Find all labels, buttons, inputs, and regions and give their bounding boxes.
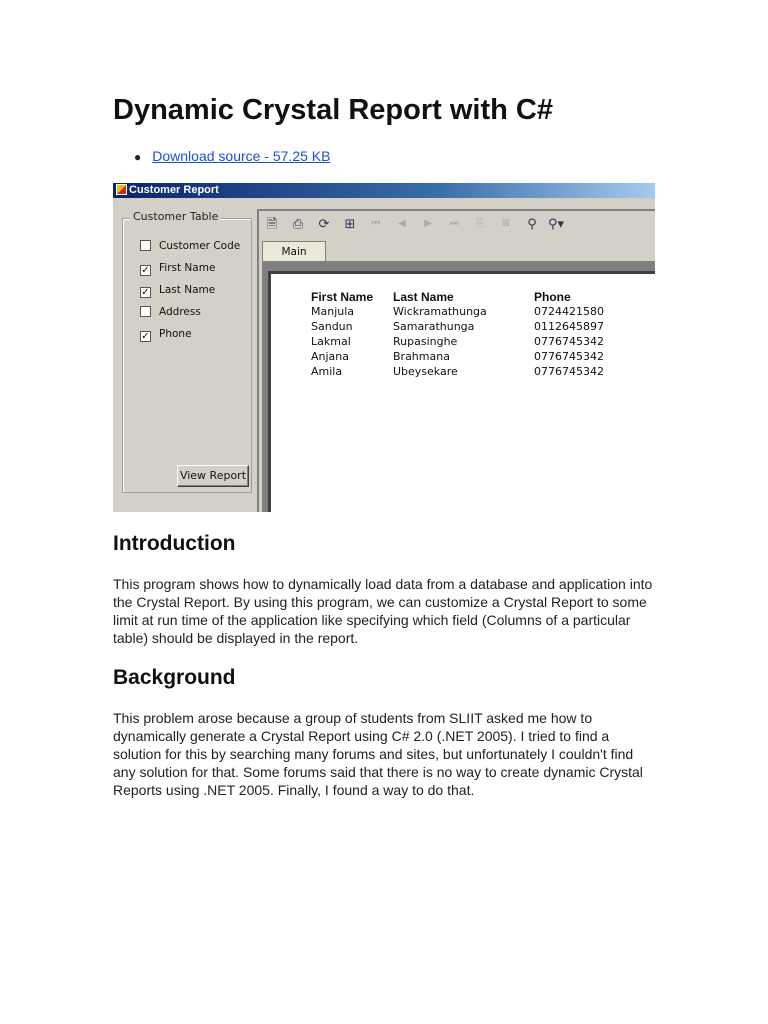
download-source-link[interactable]: Download source - 57.25 KB bbox=[152, 148, 331, 164]
window-titlebar bbox=[113, 183, 655, 198]
customer-table-group bbox=[122, 218, 252, 493]
group-tree-icon[interactable]: ⊞ bbox=[344, 216, 356, 231]
col-header-last-name: Last Name bbox=[393, 290, 454, 304]
table-cell: 0112645897 bbox=[534, 320, 604, 333]
table-cell: Lakmal bbox=[311, 335, 351, 348]
field-customer-code[interactable]: Customer Code bbox=[140, 240, 240, 252]
report-viewer bbox=[257, 209, 655, 512]
table-cell: Rupasinghe bbox=[393, 335, 458, 348]
goto-page-icon[interactable]: ⎘ bbox=[476, 218, 484, 229]
view-report-button[interactable]: View Report bbox=[177, 465, 249, 487]
group-label: Customer Table bbox=[130, 210, 221, 223]
last-page-icon[interactable]: ⏭ bbox=[449, 218, 459, 229]
page-title: Dynamic Crystal Report with C# bbox=[113, 94, 553, 126]
bullet-icon: ● bbox=[134, 150, 142, 164]
table-cell: 0724421580 bbox=[534, 305, 604, 318]
table-cell: 0776745342 bbox=[534, 335, 604, 348]
background-heading: Background bbox=[113, 666, 236, 689]
zoom-icon[interactable]: ⚲▾ bbox=[547, 216, 565, 231]
app-icon bbox=[116, 184, 127, 195]
table-cell: 0776745342 bbox=[534, 350, 604, 363]
table-cell: Ubeysekare bbox=[393, 365, 458, 378]
table-cell: Brahmana bbox=[393, 350, 450, 363]
table-cell: Manjula bbox=[311, 305, 355, 318]
table-cell: Amila bbox=[311, 365, 343, 378]
refresh-icon[interactable]: ⟳ bbox=[318, 216, 330, 231]
first-page-icon[interactable]: ⏮ bbox=[371, 218, 381, 229]
field-last-name[interactable]: ✓ Last Name bbox=[141, 284, 216, 298]
checkbox-last-name[interactable]: ✓ bbox=[141, 287, 150, 298]
search-icon[interactable]: ⚲ bbox=[527, 216, 537, 231]
download-item bbox=[134, 148, 330, 164]
customer-report-window bbox=[113, 183, 655, 512]
table-cell: 0776745342 bbox=[534, 365, 604, 378]
field-first-name[interactable]: ✓ First Name bbox=[141, 262, 216, 276]
tab-main-report[interactable]: Main bbox=[262, 241, 326, 261]
checkbox-first-name[interactable]: ✓ bbox=[141, 265, 150, 276]
checkbox-phone[interactable]: ✓ bbox=[141, 331, 150, 342]
previous-page-icon[interactable]: ◀ bbox=[398, 218, 406, 229]
introduction-text: This program shows how to dynamically load data from a database and application into the Crystal Report. By using this program, we can customize a Crystal Report to some limit at run time of the application like specifying which field (Columns of a particular table) should be displayed in the report. bbox=[113, 576, 653, 646]
background-text: This problem arose because a group of students from SLIIT asked me how to dynamically generate a Crystal Report using C# 2.0 (.NET 2005). I tried to find a solution for this by searching many forums and sites, but unfortunately I couldn't find any solution for that. Some forums said that there is no way to create dynamic Crystal Reports using .NET 2005. Finally, I found a way to do that. bbox=[113, 710, 643, 798]
next-page-icon[interactable]: ▶ bbox=[424, 218, 432, 229]
field-address[interactable]: Address bbox=[140, 306, 201, 318]
report-page bbox=[268, 271, 655, 512]
table-cell: Sandun bbox=[311, 320, 353, 333]
export-icon[interactable]: 🗎 bbox=[266, 216, 278, 231]
checkbox-customer-code[interactable] bbox=[140, 240, 151, 251]
report-frame bbox=[262, 261, 655, 512]
introduction-heading: Introduction bbox=[113, 532, 236, 555]
table-cell: Samarathunga bbox=[393, 320, 475, 333]
print-icon[interactable]: ⎙ bbox=[292, 216, 304, 231]
stop-icon[interactable]: ⊠ bbox=[501, 218, 511, 229]
table-cell: Anjana bbox=[311, 350, 350, 363]
col-header-phone: Phone bbox=[534, 290, 571, 304]
window-title: Customer Report bbox=[129, 184, 219, 196]
col-header-first-name: First Name bbox=[311, 290, 374, 304]
table-cell: Wickramathunga bbox=[393, 305, 487, 318]
checkbox-address[interactable] bbox=[140, 306, 151, 317]
field-phone[interactable]: ✓ Phone bbox=[141, 328, 192, 342]
